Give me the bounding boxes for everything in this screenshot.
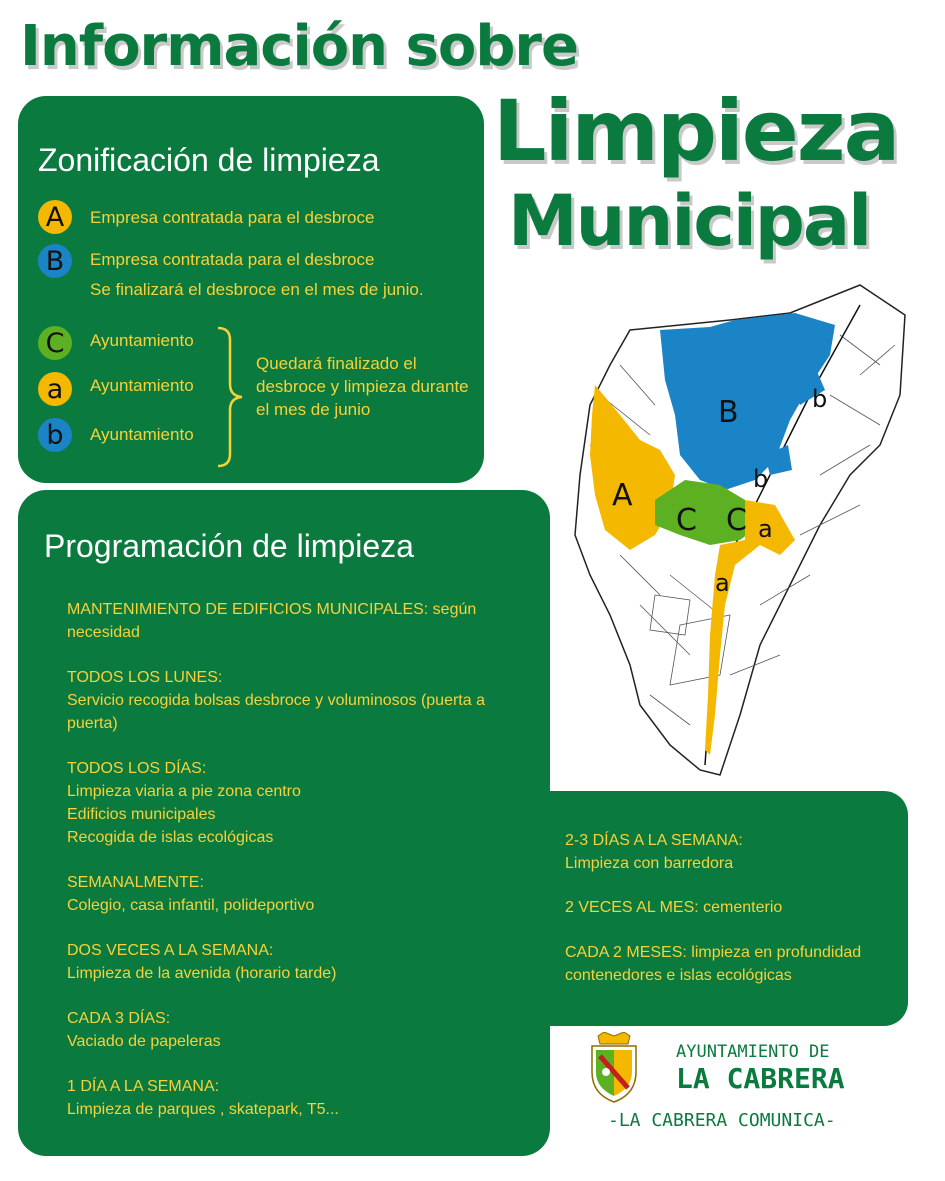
schedule-block	[67, 598, 487, 644]
logo-line-1: AYUNTAMIENTO DE	[676, 1042, 830, 1062]
zone-c-text: Ayuntamiento	[90, 331, 194, 350]
schedule-block	[67, 757, 507, 849]
title-line-3: Municipal	[508, 180, 871, 262]
schedule-block	[67, 939, 507, 985]
schedule-line: Limpieza de parques , skatepark, T5...	[67, 1101, 339, 1118]
zone-a-text: Empresa contratada para el desbroce	[90, 208, 375, 227]
schedule-heading: 2-3 DÍAS A LA SEMANA:	[565, 832, 743, 849]
schedule-line: Recogida de islas ecológicas	[67, 829, 274, 846]
zone-a-small-badge: a	[38, 372, 72, 406]
title-line-2: Limpieza	[493, 82, 899, 180]
map-label-c-2: C	[726, 503, 747, 538]
schedule-block	[565, 829, 895, 875]
zone-map	[560, 275, 910, 785]
zone-b-small-text: Ayuntamiento	[90, 425, 194, 444]
schedule-line: Limpieza con barredora	[565, 855, 734, 872]
coat-of-arms-icon	[584, 1032, 644, 1104]
zone-b-note: Se finalizará el desbroce en el mes de junio.	[90, 280, 424, 299]
schedule-block	[67, 1075, 507, 1121]
zone-c-badge: C	[38, 326, 72, 360]
zone-b-text: Empresa contratada para el desbroce	[90, 250, 375, 269]
schedule-block	[67, 1007, 507, 1053]
schedule-block	[67, 871, 507, 917]
programming-title: Programación de limpieza	[44, 528, 414, 564]
map-label-b-small-2: b	[753, 465, 769, 493]
schedule-heading: 2 VECES AL MES: cementerio	[565, 899, 783, 916]
title-line-1: Información sobre	[20, 14, 579, 79]
schedule-heading: CADA 2 MESES: limpieza en profundidad contenedores e islas ecológicas	[565, 944, 862, 984]
schedule-heading: SEMANALMENTE:	[67, 874, 204, 891]
group-note: Quedará finalizado el desbroce y limpieza durante el mes de junio	[256, 354, 469, 419]
schedule-line: Servicio recogida bolsas desbroce y voluminosos (puerta a puerta)	[67, 692, 485, 732]
zone-a-small-text: Ayuntamiento	[90, 376, 194, 395]
schedule-line: Limpieza viaria a pie zona centro	[67, 783, 301, 800]
zone-a-badge: A	[38, 200, 72, 234]
schedule-heading: CADA 3 DÍAS:	[67, 1010, 171, 1027]
schedule-line: Edificios municipales	[67, 806, 216, 823]
zone-b-badge: B	[38, 244, 72, 278]
schedule-heading: DOS VECES A LA SEMANA:	[67, 942, 274, 959]
zone-b-small-badge: b	[38, 418, 72, 452]
map-label-a-small-2: a	[715, 569, 730, 597]
map-label-a: A	[612, 478, 633, 513]
logo-line-2: LA CABRERA	[676, 1062, 845, 1095]
map-label-b-small-1: b	[812, 385, 828, 413]
logo-line-3: -LA CABRERA COMUNICA-	[608, 1110, 836, 1131]
programming-side-panel	[548, 791, 908, 1026]
brace-icon	[216, 326, 246, 468]
map-label-c-1: C	[676, 503, 697, 538]
schedule-heading: TODOS LOS DÍAS:	[67, 760, 207, 777]
zonification-title: Zonificación de limpieza	[38, 142, 380, 178]
zonification-panel	[18, 96, 484, 483]
schedule-heading: MANTENIMIENTO DE EDIFICIOS MUNICIPALES: según necesidad	[67, 601, 477, 641]
schedule-heading: TODOS LOS LUNES:	[67, 669, 223, 686]
map-label-a-small-1: a	[758, 515, 773, 543]
map-label-b: B	[718, 395, 739, 430]
schedule-block	[565, 896, 895, 919]
schedule-line: Vaciado de papeleras	[67, 1033, 221, 1050]
ayuntamiento-logo	[580, 1032, 845, 1142]
programming-panel	[18, 490, 550, 1156]
schedule-block	[67, 666, 507, 735]
schedule-line: Limpieza de la avenida (horario tarde)	[67, 965, 337, 982]
schedule-heading: 1 DÍA A LA SEMANA:	[67, 1078, 220, 1095]
schedule-block	[565, 941, 895, 987]
schedule-line: Colegio, casa infantil, polideportivo	[67, 897, 315, 914]
